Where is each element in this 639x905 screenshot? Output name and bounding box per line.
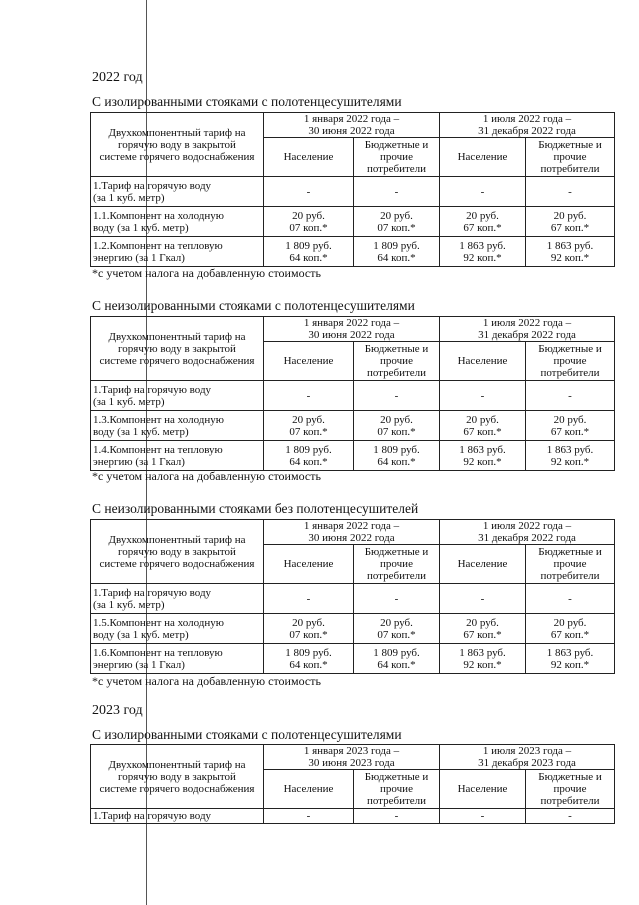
row-label [91, 207, 264, 237]
text-line: - [394, 389, 399, 402]
text-line: 20 руб. [553, 413, 587, 426]
row-label [91, 411, 264, 441]
tariff-value [526, 614, 615, 644]
text-line: Бюджетные и [364, 343, 429, 355]
text-line: 1.2.Компонент на тепловую [93, 239, 223, 252]
tariff-value [264, 614, 354, 644]
table-row [91, 177, 615, 207]
tariff-value [354, 644, 440, 674]
text-line: Бюджетные и [538, 546, 602, 558]
text-line: Бюджетные и [538, 139, 602, 151]
text-line: - [480, 810, 485, 822]
text-line: системе горячего водоснабжения [99, 150, 255, 163]
text-line: 67 коп.* [463, 628, 502, 641]
table-row [91, 207, 615, 237]
text-line: 92 коп.* [463, 658, 502, 671]
table-row [91, 809, 615, 824]
text-line: 1.3.Компонент на холодную [93, 413, 224, 426]
text-line: 92 коп.* [463, 251, 502, 264]
text-line: 1 января 2022 года – [303, 317, 400, 329]
text-line: 1 июля 2022 года – [482, 317, 572, 329]
tariff-value [440, 207, 526, 237]
tariff-value [440, 441, 526, 471]
text-line: 20 руб. [553, 209, 587, 222]
text-line: 64 коп.* [289, 658, 328, 671]
text-line: потребители [540, 795, 600, 807]
text-line: 64 коп.* [377, 455, 416, 468]
tariff-value [526, 237, 615, 267]
text-line: 1 863 руб. [459, 239, 506, 252]
row-label [91, 441, 264, 471]
text-line: Бюджетные и [538, 771, 602, 783]
table-row [91, 237, 615, 267]
tariff-value [264, 809, 354, 824]
tariff-value [526, 644, 615, 674]
text-line: горячую воду в закрытой [118, 545, 236, 558]
text-line: Население [283, 783, 334, 795]
tariff-value [354, 441, 440, 471]
header-period-1 [264, 317, 440, 342]
text-line: 64 коп.* [377, 658, 416, 671]
text-line: Двухкомпонентный тариф на [108, 533, 246, 546]
text-line: 1.Тариф на горячую воду [93, 586, 212, 599]
header-population [264, 342, 354, 381]
tariff-value [526, 207, 615, 237]
text-line: 1 809 руб. [373, 646, 420, 659]
text-line: 1.5.Компонент на холодную [93, 616, 224, 629]
text-line: 1 809 руб. [373, 239, 420, 252]
header-period-1 [264, 745, 440, 770]
tariff-value [264, 177, 354, 207]
text-line: Двухкомпонентный тариф на [108, 758, 246, 771]
text-line: 07 коп.* [289, 628, 328, 641]
tariff-value [440, 237, 526, 267]
text-line: - [394, 592, 399, 605]
table-row [91, 381, 615, 411]
text-line: - [394, 185, 399, 198]
text-line: - [480, 592, 485, 605]
header-tariff-label [91, 113, 264, 177]
row-label [91, 644, 264, 674]
tariff-value [264, 411, 354, 441]
tariff-value [526, 584, 615, 614]
section-title: С неизолированными стояками без полотенцесушителей [92, 501, 419, 516]
tariff-value [354, 411, 440, 441]
text-line: - [306, 389, 311, 402]
text-line: 1 809 руб. [373, 443, 420, 456]
tariff-value [264, 237, 354, 267]
text-line: прочие [380, 783, 413, 795]
header-other-consumers [526, 138, 615, 177]
text-line: прочие [553, 355, 587, 367]
header-period-2 [440, 520, 615, 545]
section-title: С изолированными стояками с полотенцесушителями [92, 94, 402, 109]
text-line: горячую воду в закрытой [118, 342, 236, 355]
text-line: 1.Тариф на горячую воду [93, 179, 212, 192]
text-line: 31 декабря 2022 года [478, 329, 576, 341]
row-label [91, 381, 264, 411]
text-line: 20 руб. [380, 413, 413, 426]
row-label [91, 584, 264, 614]
text-line: 30 июня 2022 года [308, 532, 395, 544]
text-line: 20 руб. [380, 209, 413, 222]
text-line: потребители [366, 570, 427, 582]
text-line: - [394, 810, 399, 822]
text-line: - [480, 185, 485, 198]
table-row [91, 441, 615, 471]
text-line: энергию (за 1 Гкал) [93, 251, 185, 264]
text-line: 67 коп.* [550, 221, 590, 234]
vat-footnote: *с учетом налога на добавленную стоимость [92, 674, 321, 688]
tariff-table [90, 519, 615, 674]
text-line: - [568, 810, 572, 822]
table-row [91, 644, 615, 674]
header-tariff-label [91, 317, 264, 381]
tariff-value [264, 584, 354, 614]
header-period-2 [440, 745, 615, 770]
text-line: 64 коп.* [377, 251, 416, 264]
text-line: 1 863 руб. [546, 646, 594, 659]
text-line: 30 июня 2022 года [308, 125, 395, 137]
text-line: Население [283, 558, 334, 570]
text-line: Население [283, 355, 334, 367]
text-line: системе горячего водоснабжения [99, 354, 255, 367]
tariff-value [264, 441, 354, 471]
text-line: прочие [553, 558, 587, 570]
text-line: 1.6.Компонент на тепловую [93, 646, 223, 659]
text-line: Население [457, 151, 508, 163]
text-line: 07 коп.* [377, 221, 416, 234]
text-line: потребители [366, 795, 427, 807]
text-line: - [568, 185, 572, 198]
tariff-value [354, 237, 440, 267]
text-line: 67 коп.* [463, 425, 502, 438]
text-line: 1.1.Компонент на холодную [93, 209, 224, 222]
header-period-1 [264, 113, 440, 138]
text-line: 1.4.Компонент на тепловую [93, 443, 223, 456]
table-row [91, 614, 615, 644]
text-line: воду (за 1 куб. метр) [93, 221, 189, 234]
tariff-value [440, 411, 526, 441]
tariff-value [526, 381, 615, 411]
row-label [91, 177, 264, 207]
text-line: (за 1 куб. метр) [93, 395, 165, 408]
text-line: 20 руб. [466, 209, 499, 222]
tariff-value [440, 177, 526, 207]
text-line: - [306, 185, 311, 198]
tariff-value [264, 644, 354, 674]
text-line: 92 коп.* [550, 251, 590, 264]
text-line: 20 руб. [292, 209, 325, 222]
text-line: горячую воду в закрытой [118, 770, 236, 783]
table-row [91, 584, 615, 614]
text-line: 30 июня 2023 года [308, 757, 395, 769]
text-line: - [306, 592, 311, 605]
tariff-value [440, 809, 526, 824]
vat-footnote: *с учетом налога на добавленную стоимость [92, 266, 321, 280]
tariff-value [440, 644, 526, 674]
text-line: потребители [540, 367, 600, 379]
text-line: 07 коп.* [289, 425, 328, 438]
text-line: 30 июня 2022 года [308, 329, 395, 341]
text-line: воду (за 1 куб. метр) [93, 425, 189, 438]
header-other-consumers [526, 342, 615, 381]
text-line: 1 863 руб. [459, 443, 506, 456]
text-line: 64 коп.* [289, 455, 328, 468]
header-other-consumers [354, 545, 440, 584]
header-other-consumers [526, 770, 615, 809]
text-line: 20 руб. [466, 413, 499, 426]
text-line: Бюджетные и [364, 546, 429, 558]
text-line: системе горячего водоснабжения [99, 782, 255, 795]
header-tariff-label [91, 520, 264, 584]
text-line: - [568, 592, 572, 605]
tariff-value [526, 411, 615, 441]
text-line: Бюджетные и [364, 771, 429, 783]
text-line: потребители [366, 163, 427, 175]
text-line: 1 января 2022 года – [303, 520, 400, 532]
text-line: воду (за 1 куб. метр) [93, 628, 189, 641]
text-line: потребители [366, 367, 427, 379]
text-line: 1 863 руб. [459, 646, 506, 659]
text-line: прочие [380, 558, 413, 570]
text-line: потребители [540, 163, 600, 175]
tariff-value [526, 441, 615, 471]
tariff-table [90, 316, 615, 471]
tariff-value [440, 381, 526, 411]
row-label [91, 614, 264, 644]
text-line: прочие [380, 151, 413, 163]
text-line: 07 коп.* [377, 628, 416, 641]
text-line: 92 коп.* [463, 455, 502, 468]
text-line: 67 коп.* [463, 221, 502, 234]
text-line: 20 руб. [292, 413, 325, 426]
tariff-value [354, 584, 440, 614]
text-line: 92 коп.* [550, 658, 590, 671]
tariff-value [354, 207, 440, 237]
text-line: 31 декабря 2022 года [478, 125, 576, 137]
text-line: 07 коп.* [289, 221, 328, 234]
text-line: 31 декабря 2023 года [478, 757, 576, 769]
header-other-consumers [354, 138, 440, 177]
text-line: Бюджетные и [364, 139, 429, 151]
text-line: 1 863 руб. [546, 239, 594, 252]
header-population [440, 770, 526, 809]
tariff-table [90, 112, 615, 267]
text-line: прочие [380, 355, 413, 367]
text-line: 07 коп.* [377, 425, 416, 438]
text-line: потребители [540, 570, 600, 582]
text-line: Население [457, 355, 508, 367]
row-label [91, 237, 264, 267]
text-line: Население [457, 783, 508, 795]
text-line: прочие [553, 151, 587, 163]
text-line: 64 коп.* [289, 251, 328, 264]
text-line: прочие [553, 783, 587, 795]
tariff-table [90, 744, 615, 824]
tariff-value [440, 584, 526, 614]
text-line: Двухкомпонентный тариф на [108, 126, 246, 139]
tariff-value [440, 614, 526, 644]
section-title: С изолированными стояками с полотенцесушителями [92, 727, 402, 742]
table-row [91, 411, 615, 441]
text-line: - [306, 810, 311, 822]
tariff-value [264, 381, 354, 411]
text-line: 1 809 руб. [285, 239, 332, 252]
tariff-value [264, 207, 354, 237]
text-line: 1 июля 2023 года – [482, 745, 572, 757]
tariff-value [354, 177, 440, 207]
text-line: 92 коп.* [550, 455, 590, 468]
text-line: 1 809 руб. [285, 443, 332, 456]
text-line: (за 1 куб. метр) [93, 191, 165, 204]
text-line: энергию (за 1 Гкал) [93, 455, 185, 468]
text-line: 20 руб. [380, 616, 413, 629]
tariff-value [526, 809, 615, 824]
header-population [264, 138, 354, 177]
text-line: Двухкомпонентный тариф на [108, 330, 246, 343]
text-line: 20 руб. [553, 616, 587, 629]
text-line: 1 809 руб. [285, 646, 332, 659]
header-other-consumers [354, 342, 440, 381]
text-line: - [568, 389, 572, 402]
header-population [440, 545, 526, 584]
header-population [440, 138, 526, 177]
tariff-value [354, 381, 440, 411]
header-period-1 [264, 520, 440, 545]
header-period-2 [440, 317, 615, 342]
text-line: 1.Тариф на горячую воду [93, 810, 212, 822]
header-population [264, 770, 354, 809]
text-line: системе горячего водоснабжения [99, 557, 255, 570]
tariff-value [354, 809, 440, 824]
text-line: 1.Тариф на горячую воду [93, 383, 212, 396]
text-line: Бюджетные и [538, 343, 602, 355]
row-label [91, 809, 264, 824]
text-line: 20 руб. [466, 616, 499, 629]
text-line: 67 коп.* [550, 425, 590, 438]
text-line: 1 июля 2022 года – [482, 113, 572, 125]
text-line: (за 1 куб. метр) [93, 598, 165, 611]
section-title: С неизолированными стояками с полотенцесушителями [92, 298, 415, 313]
tariff-value [354, 614, 440, 644]
text-line: Население [283, 151, 334, 163]
text-line: энергию (за 1 Гкал) [93, 658, 185, 671]
text-line: 31 декабря 2022 года [478, 532, 576, 544]
text-line: 1 июля 2022 года – [482, 520, 572, 532]
text-line: Население [457, 558, 508, 570]
text-line: - [480, 389, 485, 402]
text-line: 67 коп.* [550, 628, 590, 641]
text-line: 1 января 2023 года – [303, 745, 400, 757]
header-period-2 [440, 113, 615, 138]
header-population [264, 545, 354, 584]
header-population [440, 342, 526, 381]
text-line: 20 руб. [292, 616, 325, 629]
header-other-consumers [526, 545, 615, 584]
header-tariff-label [91, 745, 264, 809]
year-heading: 2023 год [92, 703, 143, 718]
tariff-value [526, 177, 615, 207]
text-line: горячую воду в закрытой [118, 138, 236, 151]
text-line: 1 863 руб. [546, 443, 594, 456]
text-line: 1 января 2022 года – [303, 113, 400, 125]
year-heading: 2022 год [92, 70, 143, 85]
header-other-consumers [354, 770, 440, 809]
vat-footnote: *с учетом налога на добавленную стоимость [92, 469, 321, 483]
